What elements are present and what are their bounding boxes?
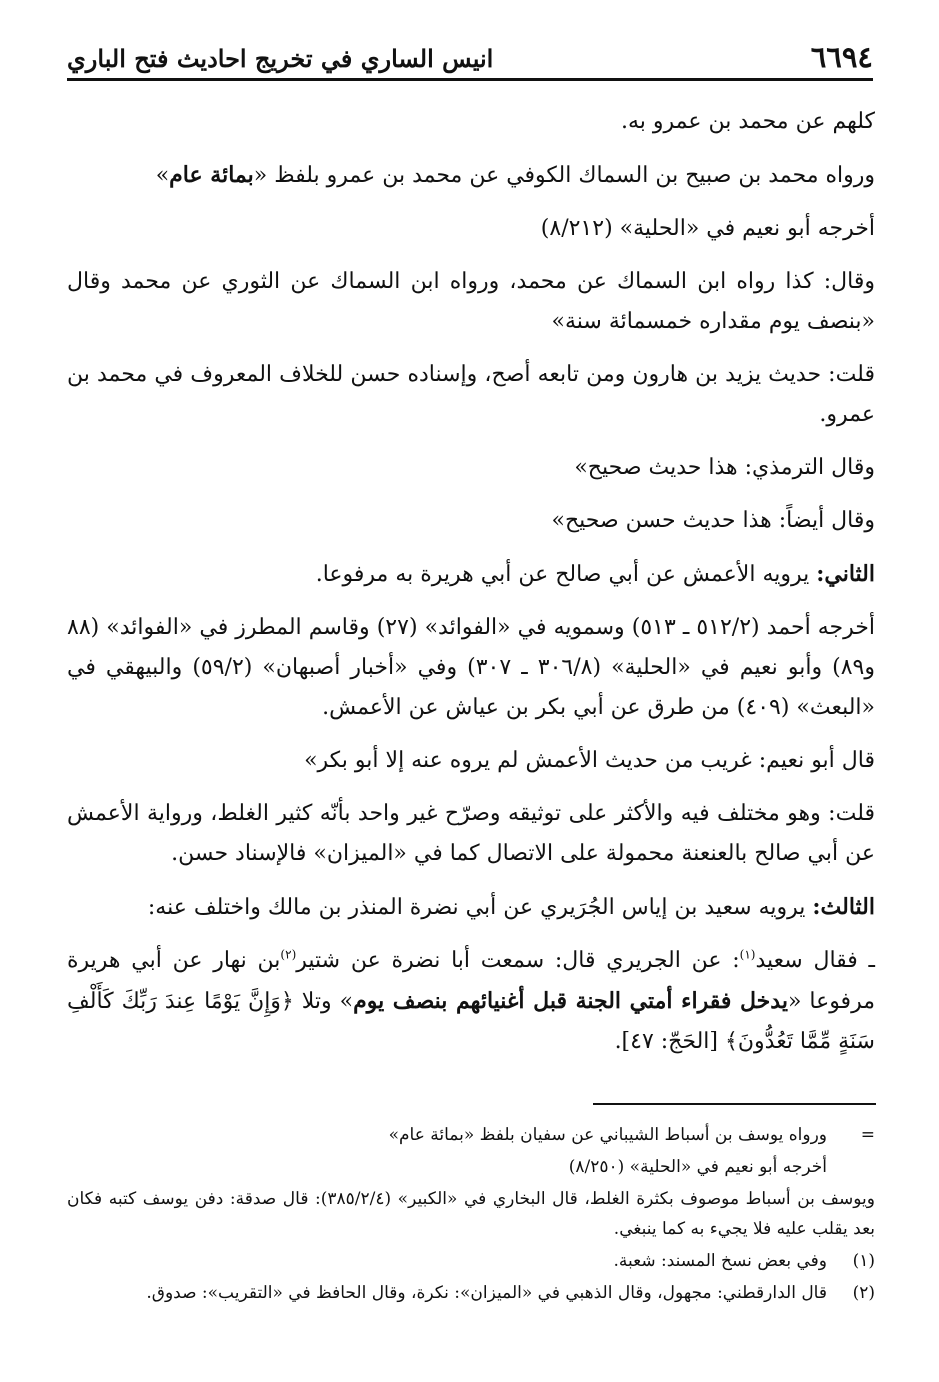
- paragraph: أخرجه أبو نعيم في «الحلية» (٨/٢١٢): [540, 216, 875, 241]
- footnote-ref: (١): [739, 947, 756, 962]
- footnote-separator: [593, 1103, 876, 1105]
- section-lead: الثالث:: [812, 894, 875, 920]
- book-title: انيس الساري في تخريج احاديث فتح الباري: [67, 44, 494, 73]
- section-lead: الثاني:: [816, 561, 875, 587]
- footnote-paragraph: ويوسف بن أسباط موصوف بكثرة الغلط، قال البخاري في «الكبير» (٣٨٥/٢/٤): قال صدقة: دفن يوسف كتبه فكان بعد يقلب عليه فلا يجيء به كما ينبغي.: [67, 1189, 875, 1239]
- footnote-mark: (٢): [852, 1283, 875, 1303]
- paragraph: قلت: حديث يزيد بن هارون ومن تابعه أصح، وإسناده حسن للخلاف المعروف في محمد بن عمرو.: [67, 362, 875, 427]
- running-header: [67, 28, 873, 81]
- page-number: ٦٦٩٤: [810, 40, 873, 74]
- paragraph: وقال أيضاً: هذا حديث حسن صحيح»: [551, 508, 875, 533]
- footnote-ref: (٢): [280, 947, 297, 962]
- paragraph: قال أبو نعيم: غريب من حديث الأعمش لم يروه عنه إلا أبو بكر»: [304, 748, 875, 773]
- paragraph: وقال: كذا رواه ابن السماك عن محمد، ورواه ابن السماك عن الثوري عن محمد وقال «بنصف يوم مقداره خمسمائة سنة»: [67, 269, 875, 334]
- paragraph: ـ فقال سعيد$^{(١)}$: عن الجريري قال: سمعت أبا نضرة عن شتير$^{(٢)}$بن نهار عن أبي هريرة مرفوعا «يدخل فقراء أمتي الجنة قبل أغنيائهم بنصف يوم» وتلا ﴿وَإِنَّ يَوْمًا عِندَ رَبِّكَ كَأَلْفِ سَنَةٍ مِّمَّا تَعُدُّونَ﴾ [الحَجّ: ٤٧].: [67, 947, 876, 1054]
- bold-quote: يدخل فقراء أمتي الجنة قبل أغنيائهم بنصف يوم: [353, 988, 788, 1014]
- paragraph: الثالث: يرويه سعيد بن إياس الجُرَيري عن أبي نضرة المنذر بن مالك واختلف عنه:: [147, 894, 875, 920]
- footnote: (١)وفي بعض نسخ المسند: شعبة.: [67, 1246, 875, 1276]
- paragraph: قلت: وهو مختلف فيه والأكثر على توثيقه وصرّح غير واحد بأنّه كثير الغلط، ورواية الأعمش عن أبي صالح بالعنعنة محمولة على الاتصال كما في «الميزان» فالإسناد حسن.: [67, 801, 875, 866]
- footnotes: [67, 1120, 875, 1310]
- paragraph: الثاني: يرويه الأعمش عن أبي صالح عن أبي هريرة به مرفوعا.: [315, 561, 875, 587]
- footnote-continuation: =ورواه يوسف بن أسباط الشيباني عن سفيان بلفظ «بمائة عام»: [67, 1120, 875, 1150]
- footnote-line: أخرجه أبو نعيم في «الحلية» (٨/٢٥٠): [568, 1157, 827, 1177]
- paragraph: وقال الترمذي: هذا حديث صحيح»: [574, 455, 875, 480]
- main-text: [67, 102, 875, 1075]
- footnote-mark: (١): [852, 1251, 875, 1271]
- bold-quote: بمائة عام: [169, 162, 254, 188]
- footnote: (٢)قال الدارقطني: مجهول، وقال الذهبي في «الميزان»: نكرة، وقال الحافظ في «التقريب»: صدوق.: [67, 1278, 875, 1308]
- paragraph: ورواه محمد بن صبيح بن السماك الكوفي عن محمد بن عمرو بلفظ «بمائة عام»: [155, 162, 875, 188]
- paragraph: كلهم عن محمد بن عمرو به.: [620, 109, 875, 134]
- continuation-mark: =: [860, 1125, 875, 1145]
- paragraph: أخرجه أحمد (٥١٢/٢ ـ ٥١٣) وسمويه في «الفوائد» (٢٧) وقاسم المطرز في «الفوائد» (٨٨ و٨٩) وأبو نعيم في «الحلية» (٣٠٦/٨ ـ ٣٠٧) وفي «أخبار أصبهان» (٥٩/٢) والبيهقي في «البعث» (٤٠٩) من طرق عن أبي بكر بن عياش عن الأعمش.: [67, 615, 875, 720]
